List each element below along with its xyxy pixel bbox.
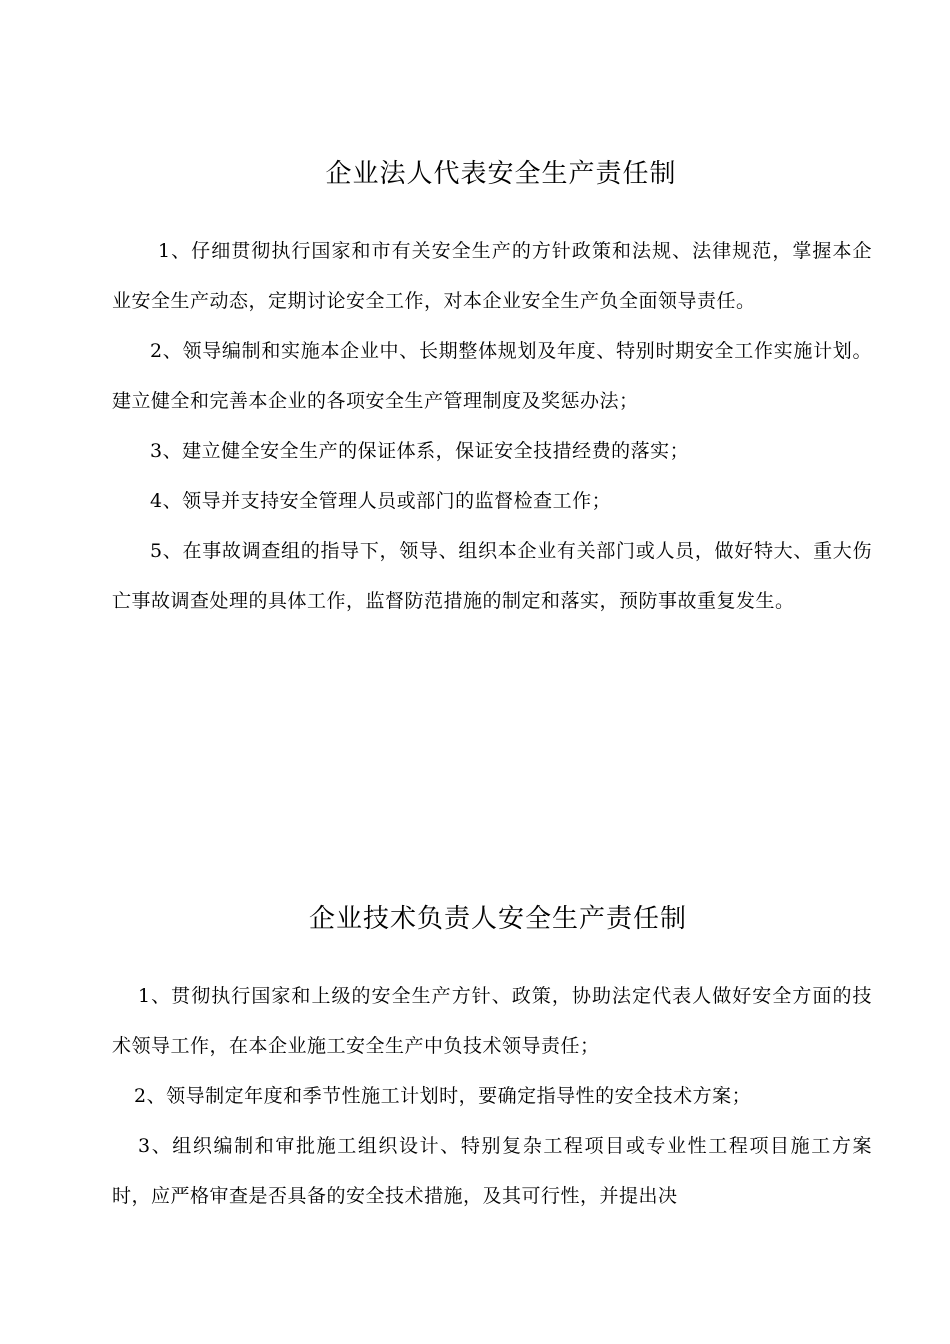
section-legal-representative xyxy=(112,150,872,626)
paragraph: 1、贯彻执行国家和上级的安全生产方针、政策，协助法定代表人做好安全方面的技术领导工作，在本企业施工安全生产中负技术领导责任； xyxy=(112,985,872,1057)
paragraph-list xyxy=(112,226,872,626)
paragraph: 2、领导制定年度和季节性施工计划时，要确定指导性的安全技术方案； xyxy=(134,1085,752,1107)
section-title: 企业技术负责人安全生产责任制 xyxy=(308,904,687,934)
paragraph: 1、仔细贯彻执行国家和市有关安全生产的方针政策和法规、法律规范，掌握本企业安全生产动态，定期讨论安全工作，对本企业安全生产负全面领导责任。 xyxy=(112,240,872,312)
paragraph: 4、领导并支持安全管理人员或部门的监督检查工作； xyxy=(150,490,612,512)
paragraph-list xyxy=(112,971,872,1221)
paragraph: 3、组织编制和审批施工组织设计、特别复杂工程项目或专业性工程项目施工方案时，应严格审查是否具备的安全技术措施，及其可行性，并提出决 xyxy=(112,1135,872,1207)
paragraph: 5、在事故调查组的指导下，领导、组织本企业有关部门或人员，做好特大、重大伤亡事故调查处理的具体工作，监督防范措施的制定和落实，预防事故重复发生。 xyxy=(112,540,872,612)
section-technical-director xyxy=(112,895,872,1221)
paragraph: 2、领导编制和实施本企业中、长期整体规划及年度、特别时期安全工作实施计划。建立健全和完善本企业的各项安全生产管理制度及奖惩办法； xyxy=(112,340,872,412)
section-title: 企业法人代表安全生产责任制 xyxy=(325,159,677,189)
paragraph: 3、建立健全安全生产的保证体系，保证安全技措经费的落实； xyxy=(150,440,690,462)
